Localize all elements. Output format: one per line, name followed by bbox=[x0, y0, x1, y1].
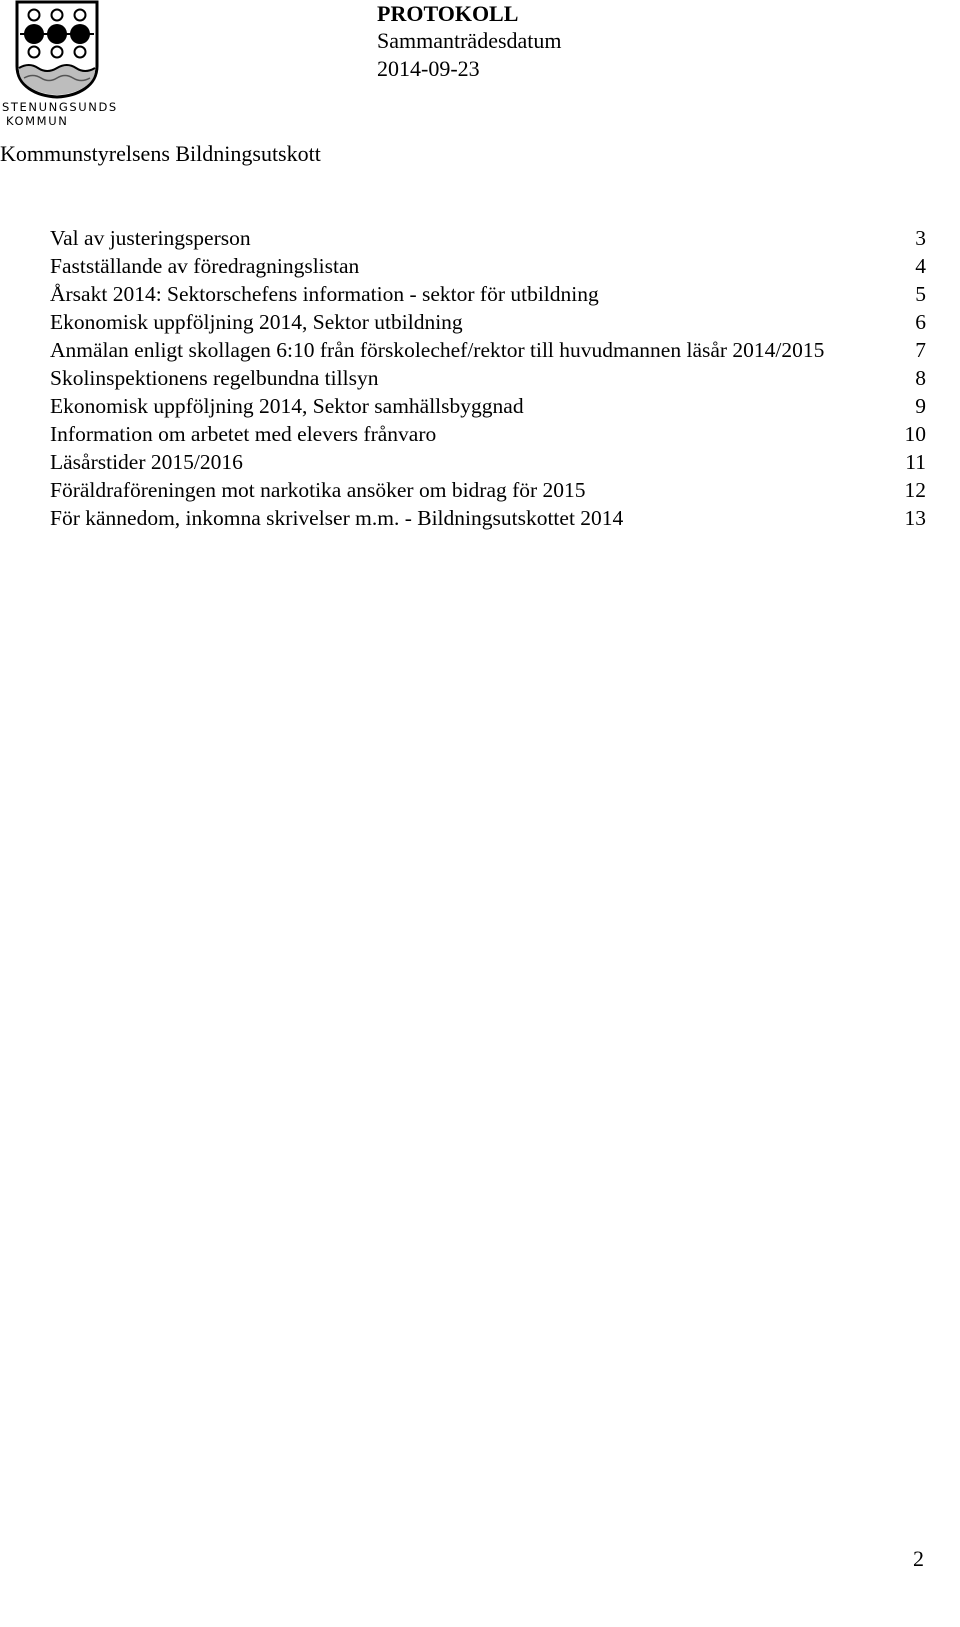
meeting-date: 2014-09-23 bbox=[377, 56, 480, 81]
document-type: PROTOKOLL bbox=[377, 1, 519, 26]
document-header bbox=[377, 0, 562, 83]
page-number: 2 bbox=[913, 1546, 924, 1571]
agenda-item-title: Val av justeringsperson bbox=[50, 226, 251, 250]
agenda-item-page: 12 bbox=[904, 478, 926, 502]
agenda-item-title: Föräldraföreningen mot narkotika ansöker om bidrag för 2015 bbox=[50, 478, 586, 502]
agenda-item bbox=[50, 224, 926, 252]
agenda-item-page: 8 bbox=[915, 366, 926, 390]
agenda-item-title: Anmälan enligt skollagen 6:10 från förskolechef/rektor till huvudmannen läsår 2014/2015 bbox=[50, 338, 825, 362]
municipality-logo bbox=[0, 0, 120, 132]
agenda-item-title: Årsakt 2014: Sektorschefens information - sektor för utbildning bbox=[50, 282, 599, 306]
agenda-item-page: 11 bbox=[905, 450, 926, 474]
agenda-item-title: Läsårstider 2015/2016 bbox=[50, 450, 243, 474]
agenda-item bbox=[50, 476, 926, 504]
agenda-item-page: 10 bbox=[904, 422, 926, 446]
coat-of-arms-icon bbox=[0, 0, 120, 100]
agenda-item bbox=[50, 504, 926, 532]
committee-name: Kommunstyrelsens Bildningsutskott bbox=[0, 141, 321, 166]
agenda-item-page: 13 bbox=[904, 506, 926, 530]
date-label: Sammanträdesdatum bbox=[377, 28, 562, 53]
logo-municipality-type: KOMMUN bbox=[6, 114, 69, 128]
agenda-item-page: 4 bbox=[915, 254, 926, 278]
agenda-item bbox=[50, 392, 926, 420]
agenda-item-page: 7 bbox=[915, 338, 926, 362]
agenda-list bbox=[50, 224, 926, 532]
agenda-item bbox=[50, 336, 926, 364]
agenda-item bbox=[50, 308, 926, 336]
agenda-item bbox=[50, 252, 926, 280]
agenda-item-page: 5 bbox=[915, 282, 926, 306]
agenda-item bbox=[50, 364, 926, 392]
agenda-item-title: Fastställande av föredragningslistan bbox=[50, 254, 360, 278]
agenda-item-title: För kännedom, inkomna skrivelser m.m. - Bildningsutskottet 2014 bbox=[50, 506, 624, 530]
agenda-item-page: 6 bbox=[915, 310, 926, 334]
agenda-item-page: 9 bbox=[915, 394, 926, 418]
agenda-item-title: Information om arbetet med elevers frånvaro bbox=[50, 422, 437, 446]
agenda-item-page: 3 bbox=[915, 226, 926, 250]
agenda-item-title: Ekonomisk uppföljning 2014, Sektor samhällsbyggnad bbox=[50, 394, 524, 418]
logo-municipality-name: STENUNGSUNDS bbox=[2, 100, 118, 114]
agenda-item-title: Skolinspektionens regelbundna tillsyn bbox=[50, 366, 379, 390]
agenda-item-title: Ekonomisk uppföljning 2014, Sektor utbildning bbox=[50, 310, 463, 334]
agenda-item bbox=[50, 448, 926, 476]
agenda-item bbox=[50, 420, 926, 448]
agenda-item bbox=[50, 280, 926, 308]
